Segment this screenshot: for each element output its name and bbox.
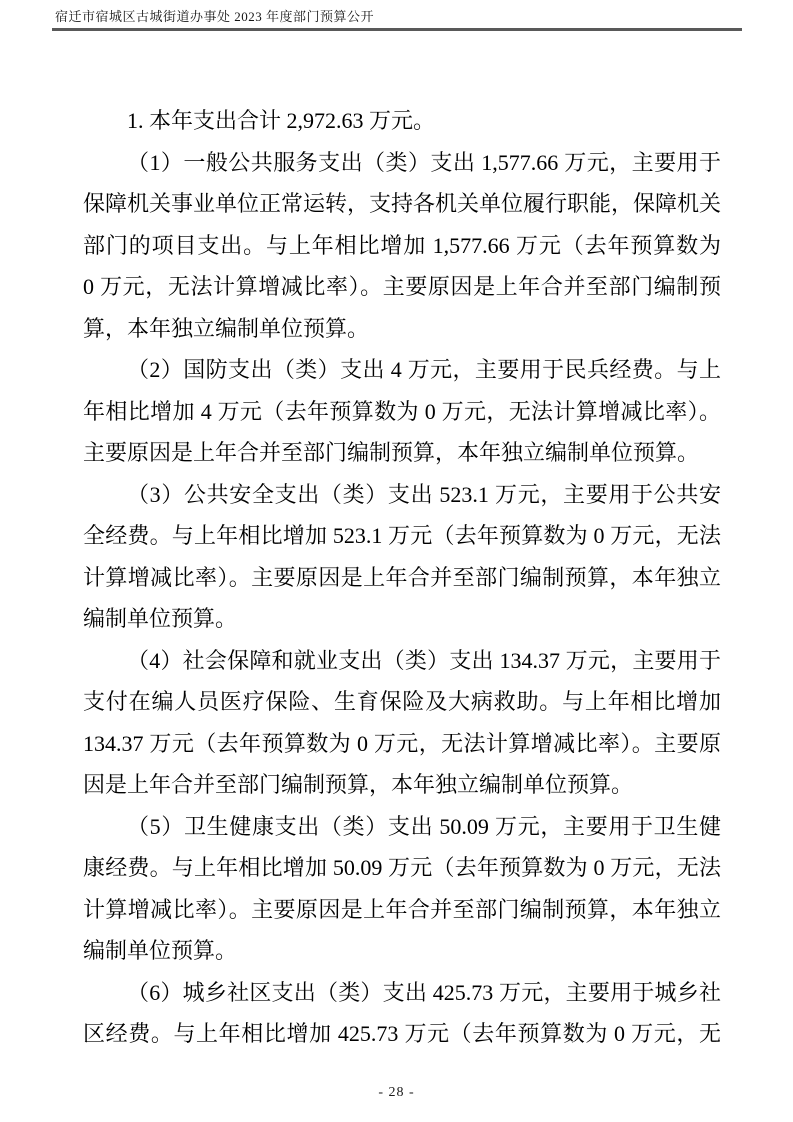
- text-line: （6）城乡社区支出（类）支出 425.73 万元，主要用于城乡社: [127, 979, 721, 1005]
- document-body: [83, 100, 721, 1055]
- page-header: [52, 8, 742, 31]
- text-line: 算，本年独立编制单位预算。: [83, 315, 370, 341]
- text-line: （3）公共安全支出（类）支出 523.1 万元，主要用于公共安: [127, 481, 721, 507]
- text-line: 编制单位预算。: [83, 938, 238, 963]
- text-line: 因是上年合并至部门编制预算，本年独立编制单位预算。: [83, 772, 634, 797]
- text-line: 主要原因是上年合并至部门编制预算，本年独立编制单位预算。: [83, 440, 700, 465]
- text-line: 0 万元，无法计算增减比率）。主要原因是上年合并至部门编制预: [83, 274, 721, 299]
- header-title: 宿迁市宿城区古城街道办事处 2023 年度部门预算公开: [55, 9, 375, 24]
- text-line: 计算增减比率）。主要原因是上年合并至部门编制预算，本年独立: [83, 564, 721, 590]
- text-line: （1）一般公共服务支出（类）支出 1,577.66 万元，主要用于: [127, 149, 721, 175]
- text-line: 支付在编人员医疗保险、生育保险及大病救助。与上年相比增加: [83, 689, 721, 714]
- text-line: 134.37 万元（去年预算数为 0 万元，无法计算增减比率）。主要原: [83, 730, 721, 756]
- page-number: - 28 -: [378, 1085, 415, 1100]
- text-line: 保障机关事业单位正常运转，支持各机关单位履行职能，保障机关: [83, 191, 722, 216]
- text-line: （5）卫生健康支出（类）支出 50.09 万元，主要用于卫生健: [127, 813, 721, 839]
- text-line: 编制单位预算。: [83, 606, 238, 631]
- text-line: （2）国防支出（类）支出 4 万元，主要用于民兵经费。与上: [127, 357, 721, 382]
- text-line: （4）社会保障和就业支出（类）支出 134.37 万元，主要用于: [127, 647, 721, 673]
- page-footer: [0, 1083, 793, 1101]
- text-line: 年相比增加 4 万元（去年预算数为 0 万元，无法计算增减比率）。: [83, 398, 721, 424]
- text-line: 计算增减比率）。主要原因是上年合并至部门编制预算，本年独立: [83, 896, 721, 922]
- text-line: 部门的项目支出。与上年相比增加 1,577.66 万元（去年预算数为: [83, 232, 721, 258]
- text-line: 康经费。与上年相比增加 50.09 万元（去年预算数为 0 万元，无法: [83, 855, 721, 880]
- text-line: 区经费。与上年相比增加 425.73 万元（去年预算数为 0 万元，无: [83, 1021, 721, 1046]
- text-line: 1. 本年支出合计 2,972.63 万元。: [127, 108, 436, 133]
- text-line: 全经费。与上年相比增加 523.1 万元（去年预算数为 0 万元，无法: [83, 523, 721, 548]
- header-rule: [52, 28, 742, 31]
